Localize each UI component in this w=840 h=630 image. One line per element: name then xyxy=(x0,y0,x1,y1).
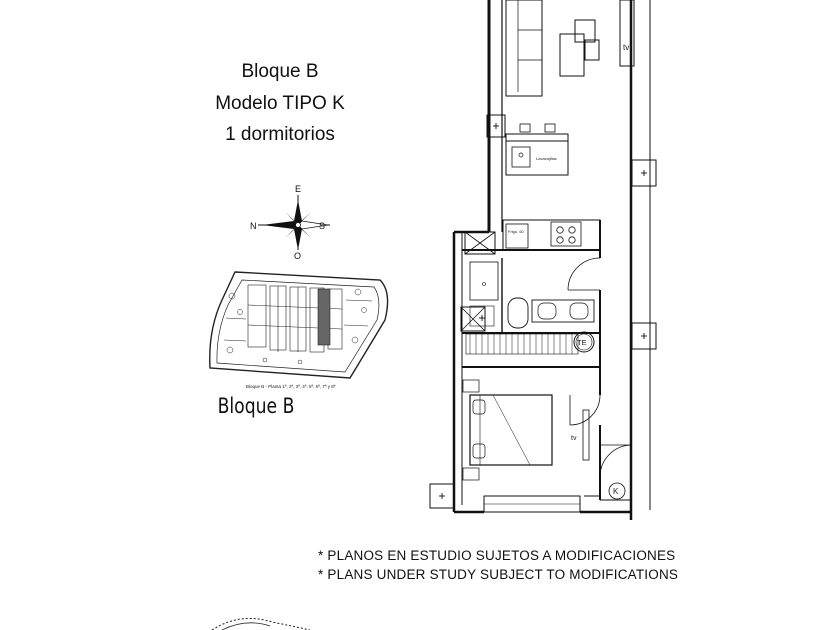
model-title: Modelo TIPO K xyxy=(215,93,345,114)
key-plan-label: Bloque B xyxy=(217,394,295,418)
key-plan xyxy=(210,272,388,378)
block-title: Bloque B xyxy=(241,61,319,82)
key-plan-caption: Bloque B - Planta 1ª, 2ª, 3ª, 4ª, 5ª, 6ª, 7ª y 8ª xyxy=(246,384,336,389)
water-heater-label: TE xyxy=(577,338,587,347)
dishwasher-label: Lavavajillas xyxy=(536,156,557,161)
disclaimer-notes xyxy=(318,546,678,584)
disclaimer-es: * PLANOS EN ESTUDIO SUJETOS A MODIFICACIONES xyxy=(318,548,676,563)
floor-plan xyxy=(430,0,656,520)
fridge-label: Frigo. 60 xyxy=(508,229,524,234)
tv-living-label: tv xyxy=(623,43,630,52)
compass-south-label: S xyxy=(319,221,326,231)
disclaimer-en: * PLANS UNDER STUDY SUBJECT TO MODIFICATIONS xyxy=(318,567,679,582)
compass-east-label: E xyxy=(295,184,302,194)
unit-letter-label: K xyxy=(613,487,619,496)
bedrooms-label: 1 dormitorios xyxy=(225,124,335,145)
logo-icon xyxy=(212,618,310,630)
compass-icon xyxy=(250,184,330,261)
highlighted-unit-marker xyxy=(318,289,330,345)
compass-north-label: N xyxy=(250,221,257,231)
tv-bedroom-label: tv xyxy=(571,435,577,442)
compass-west-label: O xyxy=(294,251,302,261)
